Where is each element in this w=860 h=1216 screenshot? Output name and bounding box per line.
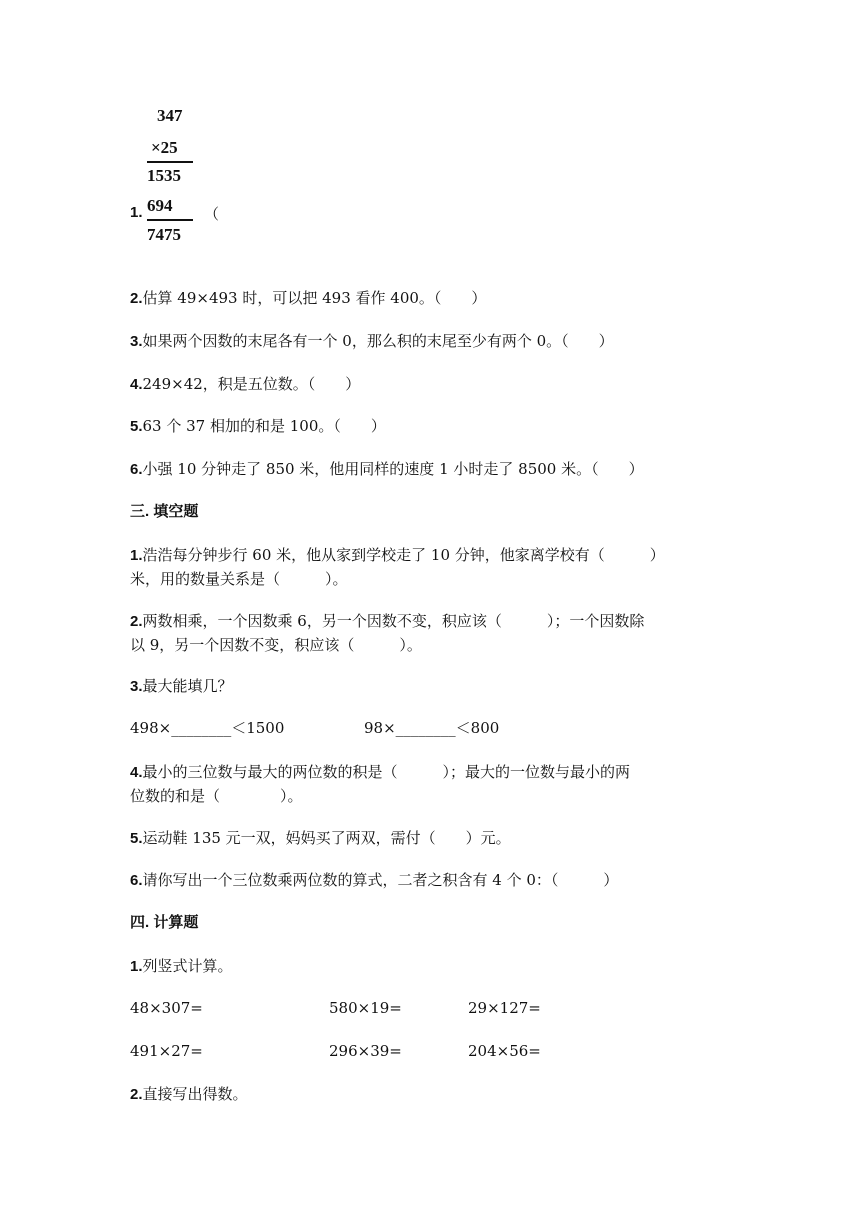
vc-multiplier: ×25 [151,138,178,157]
calc-row1-item-3: 29×127= [468,999,541,1017]
calc-row2-item-2: 296×39= [329,1042,402,1060]
q-number: 1. [130,204,143,221]
q-number: 5. [130,418,143,435]
judge-item-5 [130,416,386,437]
judge-item-2 [130,288,486,309]
q-text: 小强 10 分钟走了 850 米，他用同样的速度 1 小时走了 8500 米。（ ） [142,460,644,478]
fill-q4-line1 [130,762,630,783]
fill-q2-line1 [130,611,644,632]
q-number: 3. [130,333,143,350]
q-text: 浩浩每分钟步行 60 米，他从家到学校走了 10 分钟，他家离学校有（ ） [142,546,665,564]
fill-q3 [130,676,233,697]
calc-q2 [130,1084,248,1105]
judge-item-6 [130,459,644,480]
q-number: 6. [130,872,143,889]
vc-answer-paren: （ [204,205,220,223]
fill-q1-line2: 米，用的数量关系是（ ）。 [130,570,348,588]
vc-partial-2: 694 [147,196,173,215]
fill-q3-blank-1: 498×________＜1500 [130,719,285,737]
q-number: 6. [130,461,143,478]
fill-q1-line1 [130,545,665,566]
vc-multiplicand: 347 [157,106,183,125]
fill-q6 [130,870,618,891]
vc-result: 7475 [147,225,181,244]
fill-q2-line2: 以 9，另一个因数不变，积应该（ ）。 [130,636,422,654]
q-text: 249×42，积是五位数。（ ） [142,375,361,393]
q-number: 1. [130,958,143,975]
q-text: 请你写出一个三位数乘两位数的算式，二者之积含有 4 个 0：（ ） [142,871,619,889]
vc-rule-2 [147,219,193,221]
q-text: 如果两个因数的末尾各有一个 0，那么积的末尾至少有两个 0。（ ） [142,332,614,350]
q-number: 3. [130,678,143,695]
q-text: 列竖式计算。 [142,957,233,975]
q-number: 4. [130,764,143,781]
q-number: 2. [130,290,143,307]
q-text: 最大能填几？ [142,677,233,695]
judge-item-3 [130,331,614,352]
section-4-title: 四. 计算题 [130,914,199,931]
q-text: 直接写出得数。 [142,1085,248,1103]
q-text: 63 个 37 相加的和是 100。（ ） [142,417,386,435]
section-3-title: 三. 填空题 [130,503,199,520]
q-number: 5. [130,830,143,847]
calc-row2-item-3: 204×56= [468,1042,541,1060]
calc-q1 [130,956,233,977]
judge-item-4 [130,374,360,395]
q-number: 1. [130,547,143,564]
vc-partial-1: 1535 [147,166,181,185]
q-text: 运动鞋 135 元一双，妈妈买了两双，需付（ ）元。 [142,829,511,847]
q-text: 两数相乘，一个因数乘 6，另一个因数不变，积应该（ ）；一个因数除 [142,612,645,630]
q-number: 4. [130,376,143,393]
vc-question-number [130,202,143,223]
q-text: 最小的三位数与最大的两位数的积是（ ）；最大的一位数与最小的两 [142,763,631,781]
fill-q3-blank-2: 98×________＜800 [364,719,500,737]
calc-row1-item-1: 48×307= [130,999,203,1017]
q-text: 估算 49×493 时，可以把 493 看作 400。（ ） [142,289,487,307]
fill-q5 [130,828,511,849]
fill-q4-line2: 位数的和是（ ）。 [130,787,303,805]
vc-rule-1 [147,161,193,163]
calc-row1-item-2: 580×19= [329,999,402,1017]
q-number: 2. [130,1086,143,1103]
q-number: 2. [130,613,143,630]
calc-row2-item-1: 491×27= [130,1042,203,1060]
